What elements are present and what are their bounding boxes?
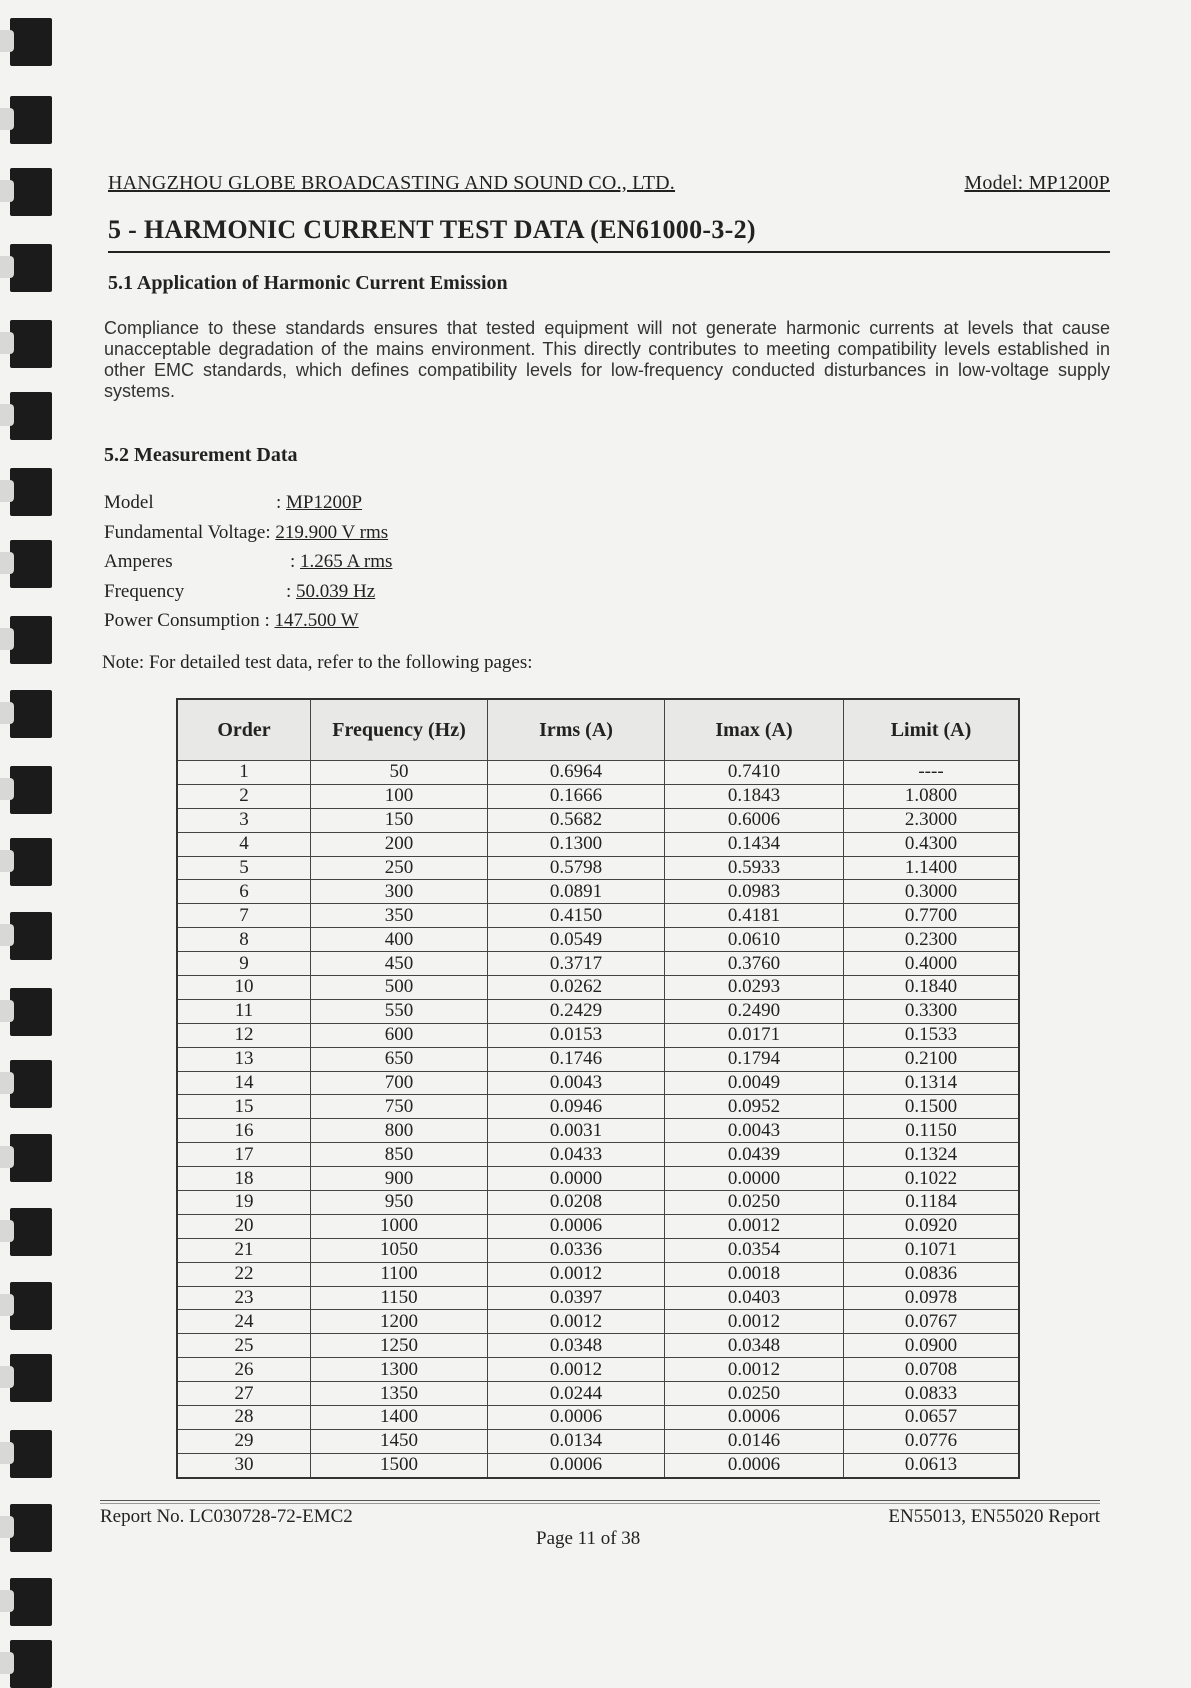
table-row [177,880,1019,904]
cell-limit: 0.1324 [844,1143,1020,1167]
table-row [177,1095,1019,1119]
cell-irms: 0.0000 [488,1167,665,1191]
punch-hole [10,1060,52,1108]
table-row [177,832,1019,856]
cell-frequency: 1150 [311,1286,488,1310]
table-row [177,1167,1019,1191]
cell-limit: 0.0833 [844,1382,1020,1406]
cell-limit: 0.1184 [844,1191,1020,1215]
field-value: 147.500 W [274,610,359,631]
field-value: MP1200P [286,492,363,513]
cell-irms: 0.1666 [488,784,665,808]
cell-frequency: 1250 [311,1334,488,1358]
model-label: Model: MP1200P [964,172,1110,194]
field-value: 50.039 Hz [296,580,376,602]
cell-order: 4 [177,832,311,856]
cell-order: 1 [177,761,311,785]
cell-order: 12 [177,1023,311,1047]
cell-imax: 0.4181 [665,904,844,928]
cell-imax: 0.5933 [665,856,844,880]
standards-label: EN55013, EN55020 Report [888,1506,1100,1527]
cell-frequency: 200 [311,832,488,856]
punch-hole [10,1208,52,1256]
company-name: HANGZHOU GLOBE BROADCASTING AND SOUND CO., LTD. [108,172,676,194]
table-row [177,1334,1019,1358]
cell-limit: 1.1400 [844,856,1020,880]
table-row [177,1047,1019,1071]
cell-imax: 0.2490 [665,999,844,1023]
cell-imax: 0.0012 [665,1358,844,1382]
cell-frequency: 1200 [311,1310,488,1334]
table-row [177,928,1019,952]
cell-limit: 0.2300 [844,928,1020,952]
punch-hole [10,18,52,66]
cell-irms: 0.0043 [488,1071,665,1095]
table-row [177,1143,1019,1167]
table-row [177,1214,1019,1238]
field-separator: : [290,551,301,572]
measurement-fields [104,488,392,636]
table-row [177,1023,1019,1047]
cell-order: 14 [177,1071,311,1095]
field-label: Fundamental Voltage [104,521,266,543]
cell-imax: 0.0012 [665,1214,844,1238]
cell-order: 29 [177,1429,311,1453]
cell-imax: 0.6006 [665,808,844,832]
punch-hole [10,320,52,368]
cell-frequency: 450 [311,952,488,976]
cell-imax: 0.0348 [665,1334,844,1358]
cell-order: 7 [177,904,311,928]
cell-frequency: 850 [311,1143,488,1167]
cell-order: 6 [177,880,311,904]
field-label: Amperes [104,551,173,572]
cell-irms: 0.0006 [488,1453,665,1477]
table-row [177,761,1019,785]
cell-irms: 0.0348 [488,1334,665,1358]
page-header [100,172,1110,194]
field-label: Frequency [104,580,185,602]
cell-frequency: 100 [311,784,488,808]
cell-frequency: 350 [311,904,488,928]
table-row [177,1286,1019,1310]
cell-frequency: 600 [311,1023,488,1047]
cell-irms: 0.1300 [488,832,665,856]
cell-frequency: 550 [311,999,488,1023]
cell-order: 20 [177,1214,311,1238]
punch-hole [10,168,52,216]
cell-irms: 0.0244 [488,1382,665,1406]
cell-frequency: 900 [311,1167,488,1191]
cell-order: 24 [177,1310,311,1334]
note-text: Note: For detailed test data, refer to the following pages: [102,652,533,673]
cell-limit: 0.0900 [844,1334,1020,1358]
field-row [104,606,392,636]
punch-hole [10,690,52,738]
table-row [177,1406,1019,1430]
punch-hole [10,1282,52,1330]
column-header-frequency: Frequency (Hz) [311,699,488,761]
cell-order: 23 [177,1286,311,1310]
cell-irms: 0.0012 [488,1358,665,1382]
cell-irms: 0.0433 [488,1143,665,1167]
cell-imax: 0.7410 [665,761,844,785]
column-header-irms: Irms (A) [488,699,665,761]
cell-frequency: 250 [311,856,488,880]
cell-order: 19 [177,1191,311,1215]
cell-limit: 0.1533 [844,1023,1020,1047]
field-separator: : [276,492,287,513]
cell-limit: 0.0767 [844,1310,1020,1334]
cell-order: 10 [177,976,311,1000]
cell-imax: 0.0250 [665,1191,844,1215]
table-row [177,999,1019,1023]
cell-irms: 0.0134 [488,1429,665,1453]
column-header-order: Order [177,699,311,761]
cell-limit: 0.0920 [844,1214,1020,1238]
table-row [177,1453,1019,1477]
cell-order: 17 [177,1143,311,1167]
cell-frequency: 1450 [311,1429,488,1453]
cell-order: 11 [177,999,311,1023]
cell-imax: 0.0403 [665,1286,844,1310]
cell-irms: 0.0031 [488,1119,665,1143]
field-row [104,518,392,548]
punch-hole [10,96,52,144]
table-row [177,1071,1019,1095]
punch-hole [10,1504,52,1552]
table-row [177,1119,1019,1143]
cell-limit: 0.0657 [844,1406,1020,1430]
cell-order: 9 [177,952,311,976]
cell-imax: 0.0006 [665,1406,844,1430]
cell-irms: 0.0891 [488,880,665,904]
table-row [177,784,1019,808]
cell-order: 3 [177,808,311,832]
cell-order: 30 [177,1453,311,1477]
cell-limit: 0.0776 [844,1429,1020,1453]
table-body [177,761,1019,1478]
cell-imax: 0.0049 [665,1071,844,1095]
cell-frequency: 1350 [311,1382,488,1406]
punch-hole [10,912,52,960]
field-label: Model [104,492,154,513]
page-title: 5 - HARMONIC CURRENT TEST DATA (EN61000-3-2) [108,215,756,244]
field-value: 219.900 V rms [275,521,389,543]
table-row [177,1382,1019,1406]
punch-hole [10,392,52,440]
cell-irms: 0.0012 [488,1262,665,1286]
punch-hole [10,616,52,664]
cell-imax: 0.0018 [665,1262,844,1286]
cell-irms: 0.0208 [488,1191,665,1215]
punch-hole [10,244,52,292]
cell-frequency: 1000 [311,1214,488,1238]
page-footer [100,1506,1100,1566]
cell-frequency: 500 [311,976,488,1000]
cell-order: 13 [177,1047,311,1071]
cell-imax: 0.0006 [665,1453,844,1477]
cell-frequency: 1100 [311,1262,488,1286]
cell-imax: 0.0952 [665,1095,844,1119]
field-row [104,547,392,577]
section-heading-measurement: 5.2 Measurement Data [104,444,298,466]
cell-irms: 0.6964 [488,761,665,785]
cell-limit: 0.2100 [844,1047,1020,1071]
cell-limit: 0.1071 [844,1238,1020,1262]
cell-imax: 0.0293 [665,976,844,1000]
cell-order: 21 [177,1238,311,1262]
cell-limit: 0.0836 [844,1262,1020,1286]
title-divider [108,251,1110,253]
section-paragraph: Compliance to these standards ensures that tested equipment will not generate harmonic currents at levels that cause unacceptable degradation of the mains environment. This directly contributes to meeting compatibility levels established in other EMC standards, which defines compatibility levels for low-frequency conducted disturbances in low-voltage supply systems. [104,318,1110,401]
cell-imax: 0.0146 [665,1429,844,1453]
column-header-limit: Limit (A) [844,699,1020,761]
cell-order: 8 [177,928,311,952]
page-number: Page 11 of 38 [536,1528,641,1549]
field-value: 1.265 A rms [300,551,393,572]
column-header-imax: Imax (A) [665,699,844,761]
cell-limit: 1.0800 [844,784,1020,808]
cell-limit: 2.3000 [844,808,1020,832]
punch-hole [10,1134,52,1182]
table-header-row [177,699,1019,761]
punch-hole [10,1354,52,1402]
cell-limit: ---- [844,761,1020,785]
cell-imax: 0.3760 [665,952,844,976]
cell-frequency: 1050 [311,1238,488,1262]
cell-frequency: 650 [311,1047,488,1071]
punch-hole [10,1640,52,1688]
cell-irms: 0.0549 [488,928,665,952]
cell-frequency: 750 [311,1095,488,1119]
punch-hole [10,838,52,886]
cell-imax: 0.0250 [665,1382,844,1406]
cell-limit: 0.1150 [844,1119,1020,1143]
cell-order: 15 [177,1095,311,1119]
footer-divider-secondary [100,1503,1100,1504]
cell-frequency: 50 [311,761,488,785]
field-row [104,488,392,518]
field-row [104,577,392,607]
cell-imax: 0.0171 [665,1023,844,1047]
cell-limit: 0.1314 [844,1071,1020,1095]
cell-irms: 0.4150 [488,904,665,928]
cell-imax: 0.0610 [665,928,844,952]
cell-limit: 0.7700 [844,904,1020,928]
table-row [177,856,1019,880]
cell-order: 22 [177,1262,311,1286]
cell-order: 28 [177,1406,311,1430]
punch-hole [10,766,52,814]
table-row [177,808,1019,832]
cell-imax: 0.0354 [665,1238,844,1262]
cell-limit: 0.0613 [844,1453,1020,1477]
cell-limit: 0.1022 [844,1167,1020,1191]
cell-limit: 0.1840 [844,976,1020,1000]
cell-order: 2 [177,784,311,808]
cell-frequency: 1400 [311,1406,488,1430]
cell-irms: 0.3717 [488,952,665,976]
table-row [177,904,1019,928]
table-row [177,1191,1019,1215]
cell-irms: 0.0262 [488,976,665,1000]
punch-hole [10,1430,52,1478]
punch-hole [10,540,52,588]
cell-irms: 0.0006 [488,1214,665,1238]
cell-imax: 0.0012 [665,1310,844,1334]
field-label: Power Consumption [104,610,260,631]
cell-irms: 0.5798 [488,856,665,880]
cell-frequency: 800 [311,1119,488,1143]
cell-limit: 0.1500 [844,1095,1020,1119]
cell-frequency: 1500 [311,1453,488,1477]
cell-frequency: 300 [311,880,488,904]
binding-punch-holes [0,0,60,1684]
field-separator: : [286,580,297,602]
cell-irms: 0.0006 [488,1406,665,1430]
punch-hole [10,468,52,516]
cell-order: 27 [177,1382,311,1406]
punch-hole [10,988,52,1036]
cell-imax: 0.1794 [665,1047,844,1071]
cell-limit: 0.4300 [844,832,1020,856]
cell-imax: 0.0043 [665,1119,844,1143]
cell-irms: 0.5682 [488,808,665,832]
cell-order: 16 [177,1119,311,1143]
cell-irms: 0.0336 [488,1238,665,1262]
table-row [177,1358,1019,1382]
table-row [177,1429,1019,1453]
cell-order: 26 [177,1358,311,1382]
cell-irms: 0.0153 [488,1023,665,1047]
cell-imax: 0.0439 [665,1143,844,1167]
cell-imax: 0.0000 [665,1167,844,1191]
cell-irms: 0.0397 [488,1286,665,1310]
cell-limit: 0.3300 [844,999,1020,1023]
cell-frequency: 1300 [311,1358,488,1382]
punch-hole [10,1578,52,1626]
harmonic-data-table [176,698,1020,1479]
field-separator: : [259,610,275,631]
table-row [177,976,1019,1000]
cell-frequency: 700 [311,1071,488,1095]
cell-limit: 0.0708 [844,1358,1020,1382]
cell-frequency: 150 [311,808,488,832]
cell-irms: 0.1746 [488,1047,665,1071]
cell-order: 18 [177,1167,311,1191]
table-row [177,1262,1019,1286]
cell-limit: 0.0978 [844,1286,1020,1310]
table-row [177,1310,1019,1334]
cell-limit: 0.4000 [844,952,1020,976]
cell-irms: 0.0946 [488,1095,665,1119]
cell-limit: 0.3000 [844,880,1020,904]
cell-imax: 0.0983 [665,880,844,904]
field-separator: : [265,521,276,543]
cell-frequency: 400 [311,928,488,952]
table-row [177,952,1019,976]
report-number: Report No. LC030728-72-EMC2 [100,1506,353,1527]
cell-imax: 0.1434 [665,832,844,856]
footer-divider [100,1500,1100,1501]
table-row [177,1238,1019,1262]
cell-imax: 0.1843 [665,784,844,808]
section-heading-application: 5.1 Application of Harmonic Current Emission [108,272,508,294]
cell-irms: 0.0012 [488,1310,665,1334]
cell-order: 25 [177,1334,311,1358]
cell-frequency: 950 [311,1191,488,1215]
cell-order: 5 [177,856,311,880]
cell-irms: 0.2429 [488,999,665,1023]
